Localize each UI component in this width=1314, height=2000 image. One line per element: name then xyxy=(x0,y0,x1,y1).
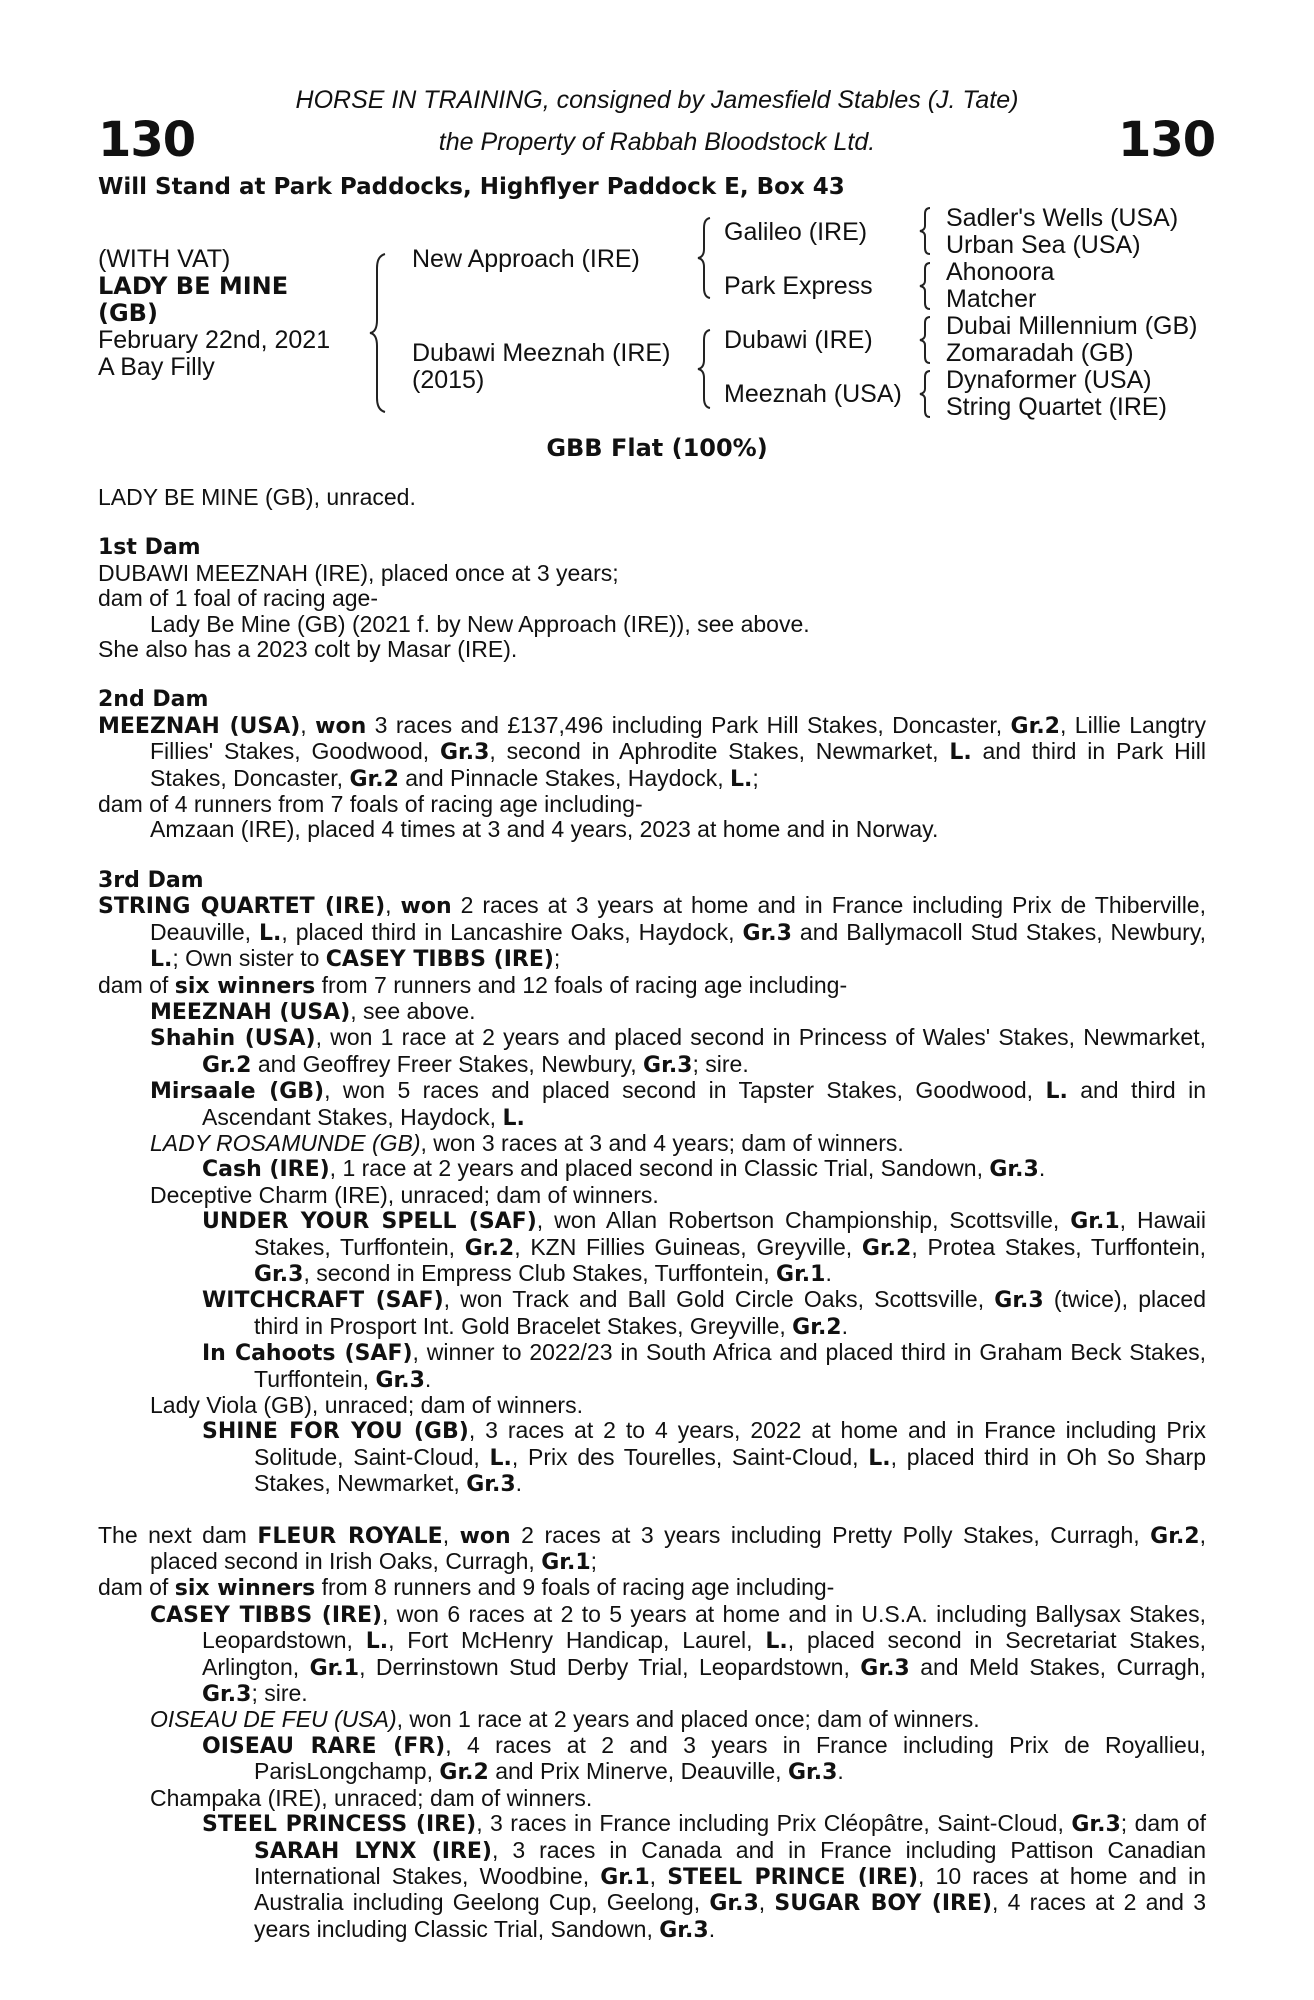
text: , second in Empress Club Stakes, Turffontein, xyxy=(303,1259,777,1286)
grade: Gr.1 xyxy=(309,1655,360,1681)
dam1-line-2: dam of 1 foal of racing age- xyxy=(98,585,378,612)
produce-shahin xyxy=(98,1025,1206,1078)
text: , placed second in Secretariat Stakes, Arlington, xyxy=(202,1627,1206,1680)
text: ; xyxy=(553,945,561,972)
text: and third in Ascendant Stakes, Haydock, xyxy=(202,1077,1206,1130)
produce-name: Mirsaale (GB) xyxy=(150,1079,325,1105)
text: , see above. xyxy=(350,997,476,1024)
lot-number-right: 130 xyxy=(1118,112,1216,168)
produce-mirsaale xyxy=(98,1078,1206,1131)
produce-name: STEEL PRINCESS (IRE) xyxy=(202,1812,477,1838)
next-dam-name: FLEUR ROYALE xyxy=(257,1523,443,1549)
text: dam of xyxy=(98,971,175,998)
produce-name: OISEAU DE FEU (USA) xyxy=(150,1706,397,1733)
grade: Gr.2 xyxy=(464,1235,515,1261)
listed: L. xyxy=(730,766,753,792)
horse-description: A Bay Filly xyxy=(98,353,215,381)
text: , placed second in Irish Oaks, Curragh, xyxy=(150,1521,1206,1575)
text: and Meld Stakes, Curragh, xyxy=(909,1653,1206,1680)
produce-champaka: Champaka (IRE), unraced; dam of winners. xyxy=(150,1784,593,1811)
text: , 4 races at 2 and 3 years including Classic Trial, Sandown, xyxy=(254,1889,1206,1942)
text: ; sire. xyxy=(251,1680,308,1707)
text: ; xyxy=(752,764,759,791)
text: , 3 races in France including Prix Cléopâtre, Saint-Cloud, xyxy=(476,1810,1072,1837)
text: , winner to 2022/23 in South Africa and placed third in Graham Beck Stakes, Turffontein, xyxy=(254,1339,1206,1392)
dam2-heading: 2nd Dam xyxy=(98,687,209,713)
produce-spell xyxy=(98,1208,1206,1287)
dam1-line-3: Lady Be Mine (GB) (2021 f. by New Approach (IRE)), see above. xyxy=(150,610,810,637)
produce-name: MEEZNAH (USA) xyxy=(150,999,351,1025)
consignment-line: HORSE IN TRAINING, consigned by Jamesfield Stables (J. Tate) xyxy=(295,86,1019,114)
grade: Gr.3 xyxy=(375,1367,425,1393)
text: , won 5 races and placed second in Tapster Stakes, Goodwood, xyxy=(324,1077,1046,1104)
rating: GBB Flat (100%) xyxy=(546,434,768,462)
text: . xyxy=(1038,1155,1046,1182)
text: , won Allan Robertson Championship, Scottsville, xyxy=(536,1207,1071,1234)
text: , placed third in Oh So Sharp Stakes, Newmarket, xyxy=(254,1443,1206,1497)
text: , xyxy=(442,1521,460,1548)
grade: Gr.3 xyxy=(254,1261,304,1287)
produce-cash xyxy=(98,1156,1206,1182)
dam1-line-1: DUBAWI MEEZNAH (IRE), placed once at 3 years; xyxy=(98,559,619,586)
pedigree-brace-g2 xyxy=(918,261,932,311)
pedigree-brace-g1 xyxy=(918,206,932,256)
text: , Lillie Langtry Fillies' Stakes, Goodwood, xyxy=(150,711,1206,765)
text: , placed third in Lancashire Oaks, Haydock, xyxy=(281,918,743,945)
pedigree-brace-sire xyxy=(696,216,712,300)
produce-steel-princess xyxy=(98,1811,1206,1943)
produce-oiseau-rare xyxy=(98,1733,1206,1786)
grade: Gr.2 xyxy=(349,766,399,792)
grade: Gr.2 xyxy=(439,1760,489,1786)
text: and Geoffrey Freer Stakes, Newbury, xyxy=(251,1050,644,1077)
property-line: the Property of Rabbah Bloodstock Ltd. xyxy=(438,128,876,156)
vat-note: (WITH VAT) xyxy=(98,245,231,273)
horse-origin: (GB) xyxy=(98,299,158,327)
text: , 1 race at 2 years and placed second in Classic Trial, Sandown, xyxy=(329,1155,990,1182)
text: . xyxy=(424,1365,432,1392)
text: , won 6 races at 2 to 5 years at home and in U.S.A. including Ballysax Stakes, Leopardstown, xyxy=(202,1600,1206,1654)
grade: Gr.3 xyxy=(709,1891,759,1917)
grade: Gr.3 xyxy=(742,920,792,946)
dam1-heading: 1st Dam xyxy=(98,535,201,561)
catalogue-body xyxy=(98,485,1206,1943)
produce-deceptive: Deceptive Charm (IRE), unraced; dam of winners. xyxy=(150,1181,659,1208)
winners-count: six winners xyxy=(174,1576,316,1602)
grade: Gr.3 xyxy=(643,1052,693,1078)
produce-name: LADY ROSAMUNDE (GB) xyxy=(150,1129,421,1156)
produce-name: STEEL PRINCE (IRE) xyxy=(667,1864,919,1890)
text: ; sire. xyxy=(692,1050,749,1077)
listed: L. xyxy=(258,920,282,946)
text: , won 1 race at 2 years and placed once; dam of winners. xyxy=(396,1706,980,1733)
dam3-heading: 3rd Dam xyxy=(98,867,204,893)
text: . xyxy=(841,1312,848,1339)
text: dam of xyxy=(98,1574,175,1601)
dam2-dam-of: dam of 4 runners from 7 foals of racing age including- xyxy=(98,791,643,818)
text: , second in Aphrodite Stakes, Newmarket, xyxy=(489,738,950,765)
pedigree-sire-sire: Galileo (IRE) xyxy=(724,218,868,246)
produce-cahoots xyxy=(98,1340,1206,1393)
next-dam-won: won xyxy=(459,1523,511,1549)
dam2-record: MEEZNAH (USA), won 3 races and £137,496 including Park Hill Stakes, Doncaster, Gr.2, Lillie Langtry Fillies' Stakes, Goodwood, Gr.3, second in Aphrodite Stakes, Newmarket, L. and third in Park Hill Stakes, Doncaster, Gr.2 and Pinnacle Stakes, Haydock, L.; xyxy=(98,711,1207,792)
text: , Prix des Tourelles, Saint-Cloud, xyxy=(511,1443,869,1470)
stand-location: Will Stand at Park Paddocks, Highflyer Paddock E, Box 43 xyxy=(98,174,845,200)
produce-name: SARAH LYNX (IRE) xyxy=(254,1838,492,1864)
text: . xyxy=(708,1915,716,1942)
text: , Fort McHenry Handicap, Laurel, xyxy=(388,1627,766,1654)
listed: L. xyxy=(765,1629,788,1655)
pedigree-gg-8: String Quartet (IRE) xyxy=(946,393,1167,421)
text: ; Own sister to xyxy=(172,945,326,972)
produce-shine xyxy=(98,1418,1206,1497)
text: 3 races and £137,496 including Park Hill Stakes, Doncaster, xyxy=(366,711,1011,738)
text: , Protea Stakes, Turffontein, xyxy=(911,1233,1207,1260)
text: 2 races at 3 years at home and in France including Prix de Thiberville, Deauville, xyxy=(150,892,1206,945)
text: from 7 runners and 12 foals of racing age including- xyxy=(315,971,848,998)
dam2-name: MEEZNAH (USA) xyxy=(98,713,301,739)
grade: Gr.2 xyxy=(202,1052,252,1078)
text: and Prix Minerve, Deauville, xyxy=(488,1758,788,1785)
pedigree-dam: Dubawi Meeznah (IRE) xyxy=(412,339,671,367)
next-dam-dam-of xyxy=(98,1575,1206,1601)
pedigree-gg-3: Ahonoora xyxy=(946,258,1055,286)
pedigree-dam-sire: Dubawi (IRE) xyxy=(724,326,873,354)
dam2-won: won xyxy=(315,713,367,739)
foaling-date: February 22nd, 2021 xyxy=(98,326,331,354)
produce-name: OISEAU RARE (FR) xyxy=(202,1733,446,1759)
text: 2 races at 3 years including Pretty Polly Stakes, Curragh, xyxy=(510,1521,1151,1548)
text: from 8 runners and 9 foals of racing age including- xyxy=(315,1574,835,1601)
text: (twice), placed third in Prosport Int. Gold Bracelet Stakes, Greyville, xyxy=(254,1286,1206,1339)
grade: Gr.3 xyxy=(659,1917,709,1943)
produce-oiseau xyxy=(98,1707,1206,1732)
produce-casey xyxy=(98,1602,1206,1708)
grade: Gr.1 xyxy=(1070,1209,1120,1235)
dam3-name: STRING QUARTET (IRE) xyxy=(98,894,386,920)
grade: Gr.3 xyxy=(202,1682,252,1708)
grade: Gr.2 xyxy=(792,1314,842,1340)
pedigree-sire: New Approach (IRE) xyxy=(412,245,640,273)
grade: Gr.1 xyxy=(541,1550,591,1576)
text: ; xyxy=(590,1548,598,1575)
text: , 3 races in Canada and in France including Pattison Canadian International Stakes, Woodbine, xyxy=(254,1836,1206,1889)
horse-name: LADY BE MINE xyxy=(98,272,289,300)
produce-viola: Lady Viola (GB), unraced; dam of winners. xyxy=(150,1392,583,1418)
text: and Ballymacoll Stud Stakes, Newbury, xyxy=(791,918,1206,945)
text: , 10 races at home and in Australia including Geelong Cup, Geelong, xyxy=(254,1862,1206,1916)
dam3-won: won xyxy=(400,894,452,920)
grade: Gr.2 xyxy=(861,1235,912,1261)
text: and Pinnacle Stakes, Haydock, xyxy=(398,764,731,791)
produce-name: Cash (IRE) xyxy=(202,1157,330,1183)
text: , xyxy=(758,1889,775,1916)
pedigree-dam-dam: Meeznah (USA) xyxy=(724,380,902,408)
pedigree-sire-dam: Park Express xyxy=(724,272,873,300)
listed: L. xyxy=(1045,1079,1068,1105)
grade: Gr.2 xyxy=(1150,1523,1200,1549)
text: and third in Park Hill Stakes, Doncaster, xyxy=(150,738,1207,791)
text: , 3 races at 2 to 4 years, 2022 at home and in France including Prix Solitude, Saint-Cloud, xyxy=(254,1417,1206,1470)
produce-name: In Cahoots (SAF) xyxy=(202,1341,413,1367)
pedigree-gg-1: Sadler's Wells (USA) xyxy=(946,204,1179,232)
dam3-record: STRING QUARTET (IRE), won 2 races at 3 years at home and in France including Prix de Thiberville, Deauville, L., placed third in Lancashire Oaks, Haydock, Gr.3 and Ballymacoll Stud Stakes, Newbury, L.; Own sister to CASEY TIBBS (IRE); xyxy=(98,892,1206,973)
pedigree-dam-year: (2015) xyxy=(412,366,485,394)
text: , Derrinstown Stud Derby Trial, Leopardstown, xyxy=(359,1653,861,1680)
dam2-runner: Amzaan (IRE), placed 4 times at 3 and 4 years, 2023 at home and in Norway. xyxy=(150,816,939,843)
pedigree-brace-g3 xyxy=(918,315,932,365)
winners-count: six winners xyxy=(174,973,316,999)
lot-number-left: 130 xyxy=(98,112,196,168)
text: ; dam of xyxy=(1120,1810,1206,1837)
produce-name: CASEY TIBBS (IRE) xyxy=(150,1602,383,1628)
listed: L. xyxy=(365,1629,389,1655)
text: , 4 races at 2 and 3 years in France including Prix de Royallieu, ParisLongchamp, xyxy=(254,1731,1207,1785)
text: . xyxy=(515,1470,523,1497)
sister-name: CASEY TIBBS (IRE) xyxy=(325,947,554,973)
produce-witchcraft xyxy=(98,1287,1206,1340)
grade: Gr.1 xyxy=(600,1864,650,1890)
produce-name: Shahin (USA) xyxy=(150,1026,316,1052)
pedigree-gg-6: Zomaradah (GB) xyxy=(946,339,1134,367)
listed: L. xyxy=(502,1105,525,1131)
grade: Gr.3 xyxy=(1071,1812,1121,1838)
pedigree-brace-main xyxy=(368,252,388,414)
dam1-line-4: She also has a 2023 colt by Masar (IRE). xyxy=(98,636,518,663)
text: , won 1 race at 2 years and placed second in Princess of Wales' Stakes, Newmarket, xyxy=(315,1024,1206,1051)
next-dam-record xyxy=(98,1523,1206,1576)
pedigree-brace-g4 xyxy=(918,369,932,419)
text: The next dam xyxy=(98,1521,258,1548)
text: , xyxy=(649,1862,668,1889)
listed: L. xyxy=(150,947,173,973)
pedigree-gg-5: Dubai Millennium (GB) xyxy=(946,312,1198,340)
text: , won Track and Ball Gold Circle Oaks, Scottsville, xyxy=(443,1286,995,1313)
grade: Gr.3 xyxy=(439,740,490,766)
grade: Gr.3 xyxy=(989,1157,1039,1183)
listed: L. xyxy=(489,1445,512,1471)
grade: Gr.3 xyxy=(994,1288,1044,1314)
text: , won 3 races at 3 and 4 years; dam of winners. xyxy=(420,1129,904,1156)
produce-name: SHINE FOR YOU (GB) xyxy=(202,1419,469,1445)
grade: Gr.3 xyxy=(787,1760,838,1786)
grade: Gr.3 xyxy=(860,1655,910,1681)
produce-rosamunde xyxy=(98,1131,1206,1156)
produce-meeznah xyxy=(98,999,1206,1025)
listed: L. xyxy=(949,740,972,766)
text: , Hawaii Stakes, Turffontein, xyxy=(254,1207,1206,1260)
grade: Gr.1 xyxy=(776,1261,826,1287)
grade: Gr.3 xyxy=(466,1472,516,1498)
listed: L. xyxy=(868,1445,891,1471)
pedigree-gg-2: Urban Sea (USA) xyxy=(946,231,1141,259)
text: . xyxy=(837,1758,844,1785)
grade: Gr.2 xyxy=(1010,713,1060,739)
dam3-dam-of xyxy=(98,973,1206,999)
pedigree-gg-4: Matcher xyxy=(946,285,1037,313)
produce-name: UNDER YOUR SPELL (SAF) xyxy=(202,1209,537,1235)
text: , KZN Fillies Guineas, Greyville, xyxy=(514,1233,862,1260)
produce-name: WITCHCRAFT (SAF) xyxy=(202,1288,444,1314)
text: . xyxy=(825,1259,832,1286)
intro-line: LADY BE MINE (GB), unraced. xyxy=(98,484,416,510)
pedigree-brace-dam xyxy=(696,328,712,410)
produce-name: SUGAR BOY (IRE) xyxy=(774,1891,993,1917)
pedigree-gg-7: Dynaformer (USA) xyxy=(946,366,1152,394)
